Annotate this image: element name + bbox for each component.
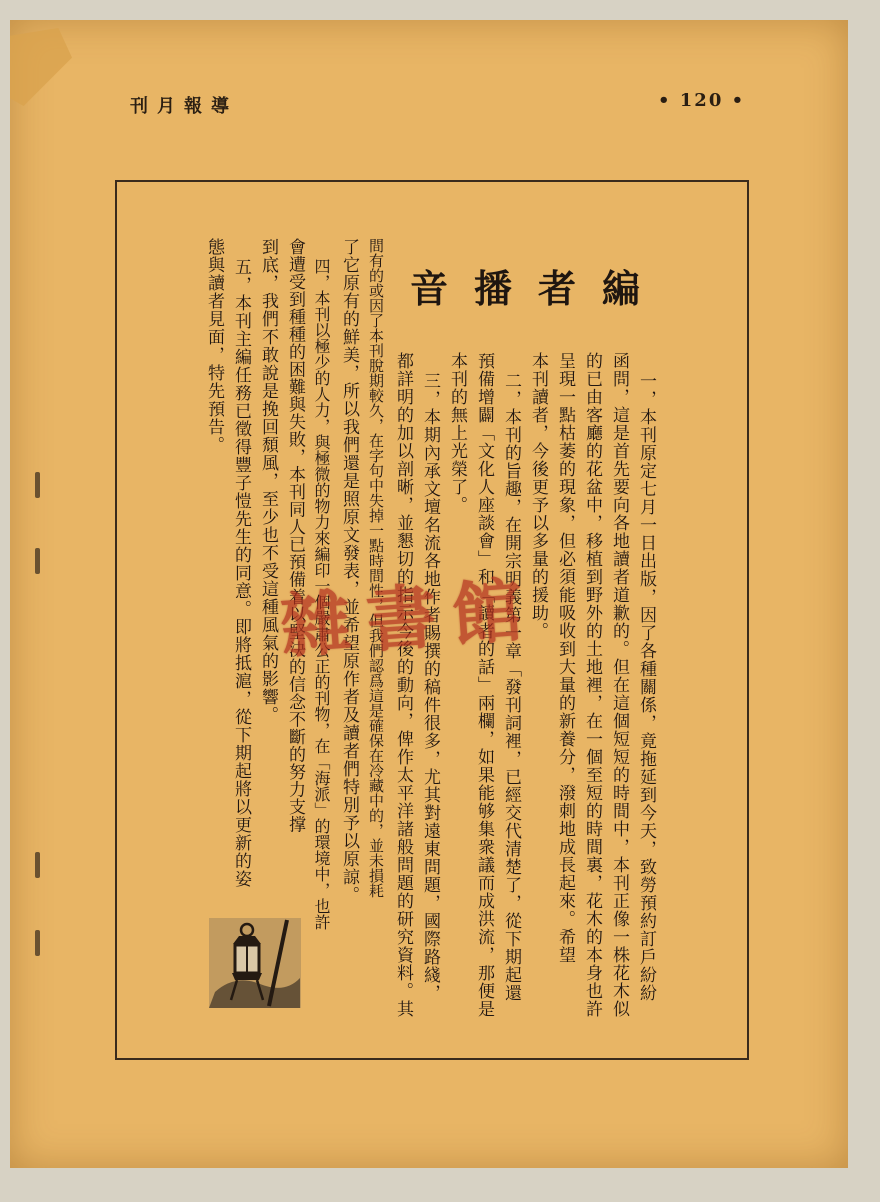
text-column: 都詳明的加以剖晰，並懇切的指示今後的動向，俾作太平洋諸般問題的研究資料。其 xyxy=(393,352,413,1018)
text-column: 呈現一點枯萎的現象，但必須能吸收到大量的新養分，潑刺地成長起來。希望 xyxy=(555,352,575,964)
binding-mark xyxy=(35,472,40,498)
text-column: 二，本刊的旨趣，在開宗明義第一章「發刊詞裡，已經交代清楚了，從下期起還 xyxy=(501,372,521,1002)
text-column: 三，本期內承文壇名流各地作者賜撰的稿件很多，尤其對遠東問題，國際路綫， xyxy=(420,372,440,1002)
binding-mark xyxy=(35,548,40,574)
text-column: 一，本刊原定七月一日出版，因了各種關係，竟拖延到今天，致勞預約訂戶紛紛 xyxy=(636,372,656,1002)
text-column: 到底，我們不敢說是挽回頹風，至少也不受這種風氣的影響。 xyxy=(258,238,278,724)
watermark-stamp: 雜書館 xyxy=(277,567,542,669)
binding-mark xyxy=(35,930,40,956)
text-column: 間有的或因了本刊脫期較久，在字句中失掉一點時間性，但我們認爲這是確保在冷藏中的，並未損耗 xyxy=(367,238,385,898)
text-column: 態與讀者見面，特先預告。 xyxy=(204,238,224,454)
text-column: 五，本刊主編任務已徵得豐子愷先生的同意。即將抵滬，從下期起將以更新的姿 xyxy=(231,258,251,888)
journal-header-title: 刊月報導 xyxy=(130,96,238,117)
text-column: 函問，這是首先要向各地讀者道歉的。但在這個短短的時間中，本刊正像一株花木似 xyxy=(609,352,629,1018)
text-column: 了它原有的鮮美，所以我們還是照原文發表，並希望原作者及讀者們特別予以原諒。 xyxy=(339,238,359,904)
text-column: 預備增闢「文化人座談會」和「讀者的話」兩欄，如果能够集衆議而成洪流，那便是 xyxy=(474,352,494,1018)
lantern-lamp-icon xyxy=(205,912,305,1012)
text-column: 會遭受到種種的困難與失敗，本刊同人已預備着以堅決的信念不斷的努力支撑 xyxy=(285,238,305,833)
text-column: 四，本刊以極少的人力，與極微的物力來編印一個嚴肅公正的刊物，在「海派」的環境中，也許 xyxy=(312,258,331,930)
article-title: 音播者編 xyxy=(410,266,667,311)
text-column: 的已由客廳的花盆中，移植到野外的土地裡，在一個至短的時間裏，花木的本身也許 xyxy=(582,352,602,1018)
text-column: 本刊的無上光榮了。 xyxy=(447,352,467,514)
page-number: • 120 • xyxy=(658,90,746,111)
text-column: 本刊讀者，今後更予以多量的援助。 xyxy=(528,352,548,640)
binding-mark xyxy=(35,852,40,878)
